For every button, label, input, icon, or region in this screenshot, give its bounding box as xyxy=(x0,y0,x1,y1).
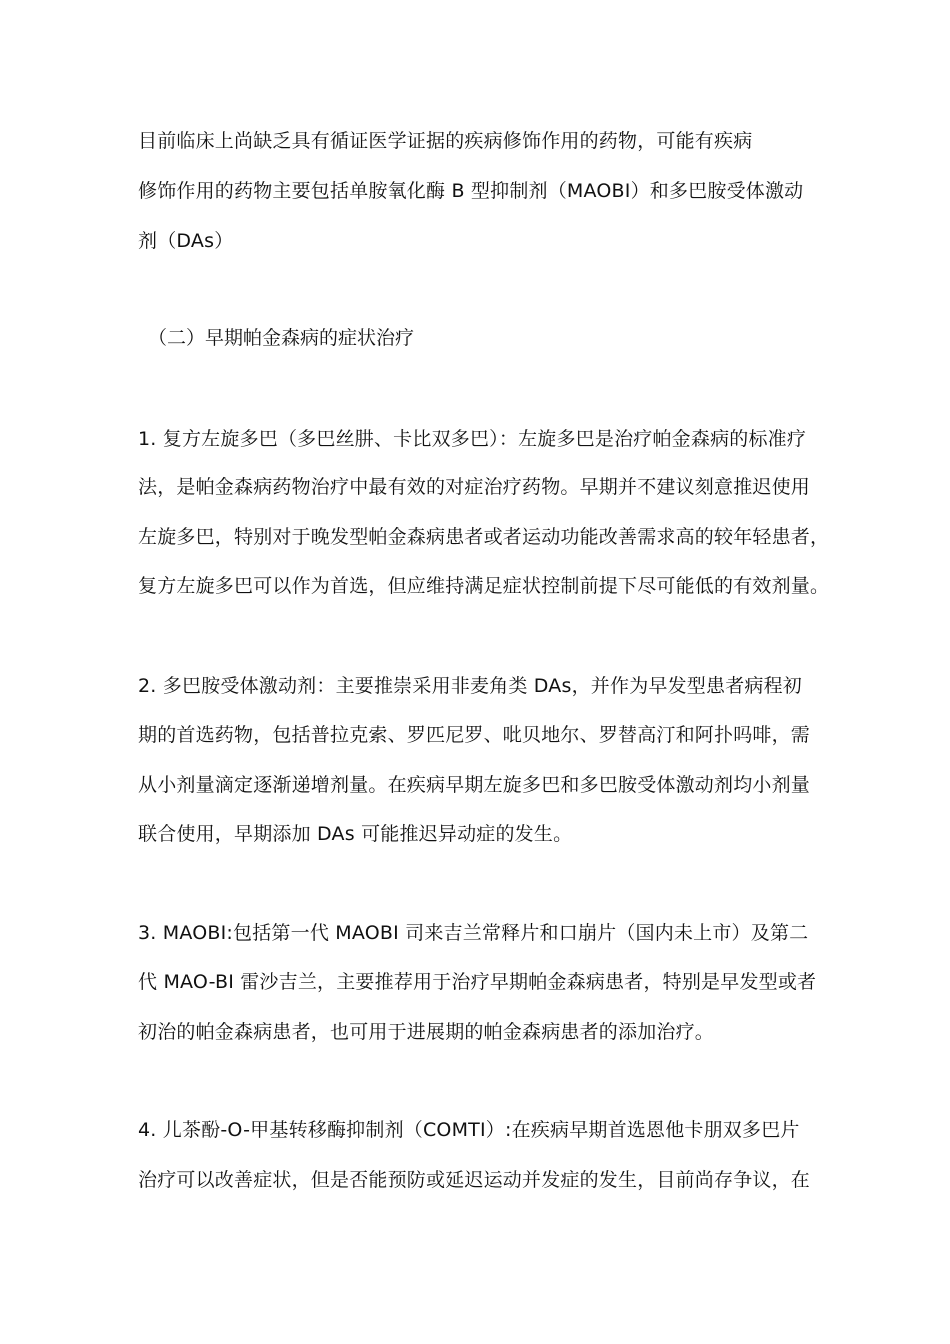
item-2-line-2: 期的首选药物，包括普拉克索、罗匹尼罗、吡贝地尔、罗替高汀和阿扑吗啡，需 xyxy=(138,724,811,746)
item-1-line-3: 左旋多巴，特别对于晚发型帕金森病患者或者运动功能改善需求高的较年轻患者， xyxy=(138,526,830,548)
item-3-line-2: 代 MAO-BI 雷沙吉兰，主要推荐用于治疗早期帕金森病患者，特别是早发型或者 xyxy=(138,971,817,993)
item-2-line-1: 2. 多巴胺受体激动剂：主要推崇采用非麦角类 DAs，并作为早发型患者病程初 xyxy=(138,675,803,697)
item-4-line-1: 4. 儿茶酚-O-甲基转移酶抑制剂（COMTI）:在疾病早期首选恩他卡朋双多巴片 xyxy=(138,1119,800,1141)
item-2-line-3: 从小剂量滴定逐渐递增剂量。在疾病早期左旋多巴和多巴胺受体激动剂均小剂量 xyxy=(138,774,811,796)
intro-line-1: 目前临床上尚缺乏具有循证医学证据的疾病修饰作用的药物，可能有疾病 xyxy=(138,130,753,152)
item-1-line-1: 1. 复方左旋多巴（多巴丝肼、卡比双多巴）：左旋多巴是治疗帕金森病的标准疗 xyxy=(138,428,807,450)
intro-line-3: 剂（DAs） xyxy=(138,230,234,252)
intro-line-2: 修饰作用的药物主要包括单胺氧化酶 B 型抑制剂（MAOBI）和多巴胺受体激动 xyxy=(138,180,804,202)
item-3-line-3: 初治的帕金森病患者，也可用于进展期的帕金森病患者的添加治疗。 xyxy=(138,1021,715,1043)
section-heading: （二）早期帕金森病的症状治疗 xyxy=(148,327,415,349)
item-1-line-2: 法，是帕金森病药物治疗中最有效的对症治疗药物。早期并不建议刻意推迟使用 xyxy=(138,476,811,498)
item-2-line-4: 联合使用，早期添加 DAs 可能推迟异动症的发生。 xyxy=(138,823,573,845)
item-4-line-2: 治疗可以改善症状，但是否能预防或延迟运动并发症的发生，目前尚存争议，在 xyxy=(138,1169,811,1191)
item-1-line-4: 复方左旋多巴可以作为首选，但应维持满足症状控制前提下尽可能低的有效剂量。 xyxy=(138,575,830,597)
item-3-line-1: 3. MAOBI:包括第一代 MAOBI 司来吉兰常释片和口崩片（国内未上市）及第二 xyxy=(138,922,809,944)
